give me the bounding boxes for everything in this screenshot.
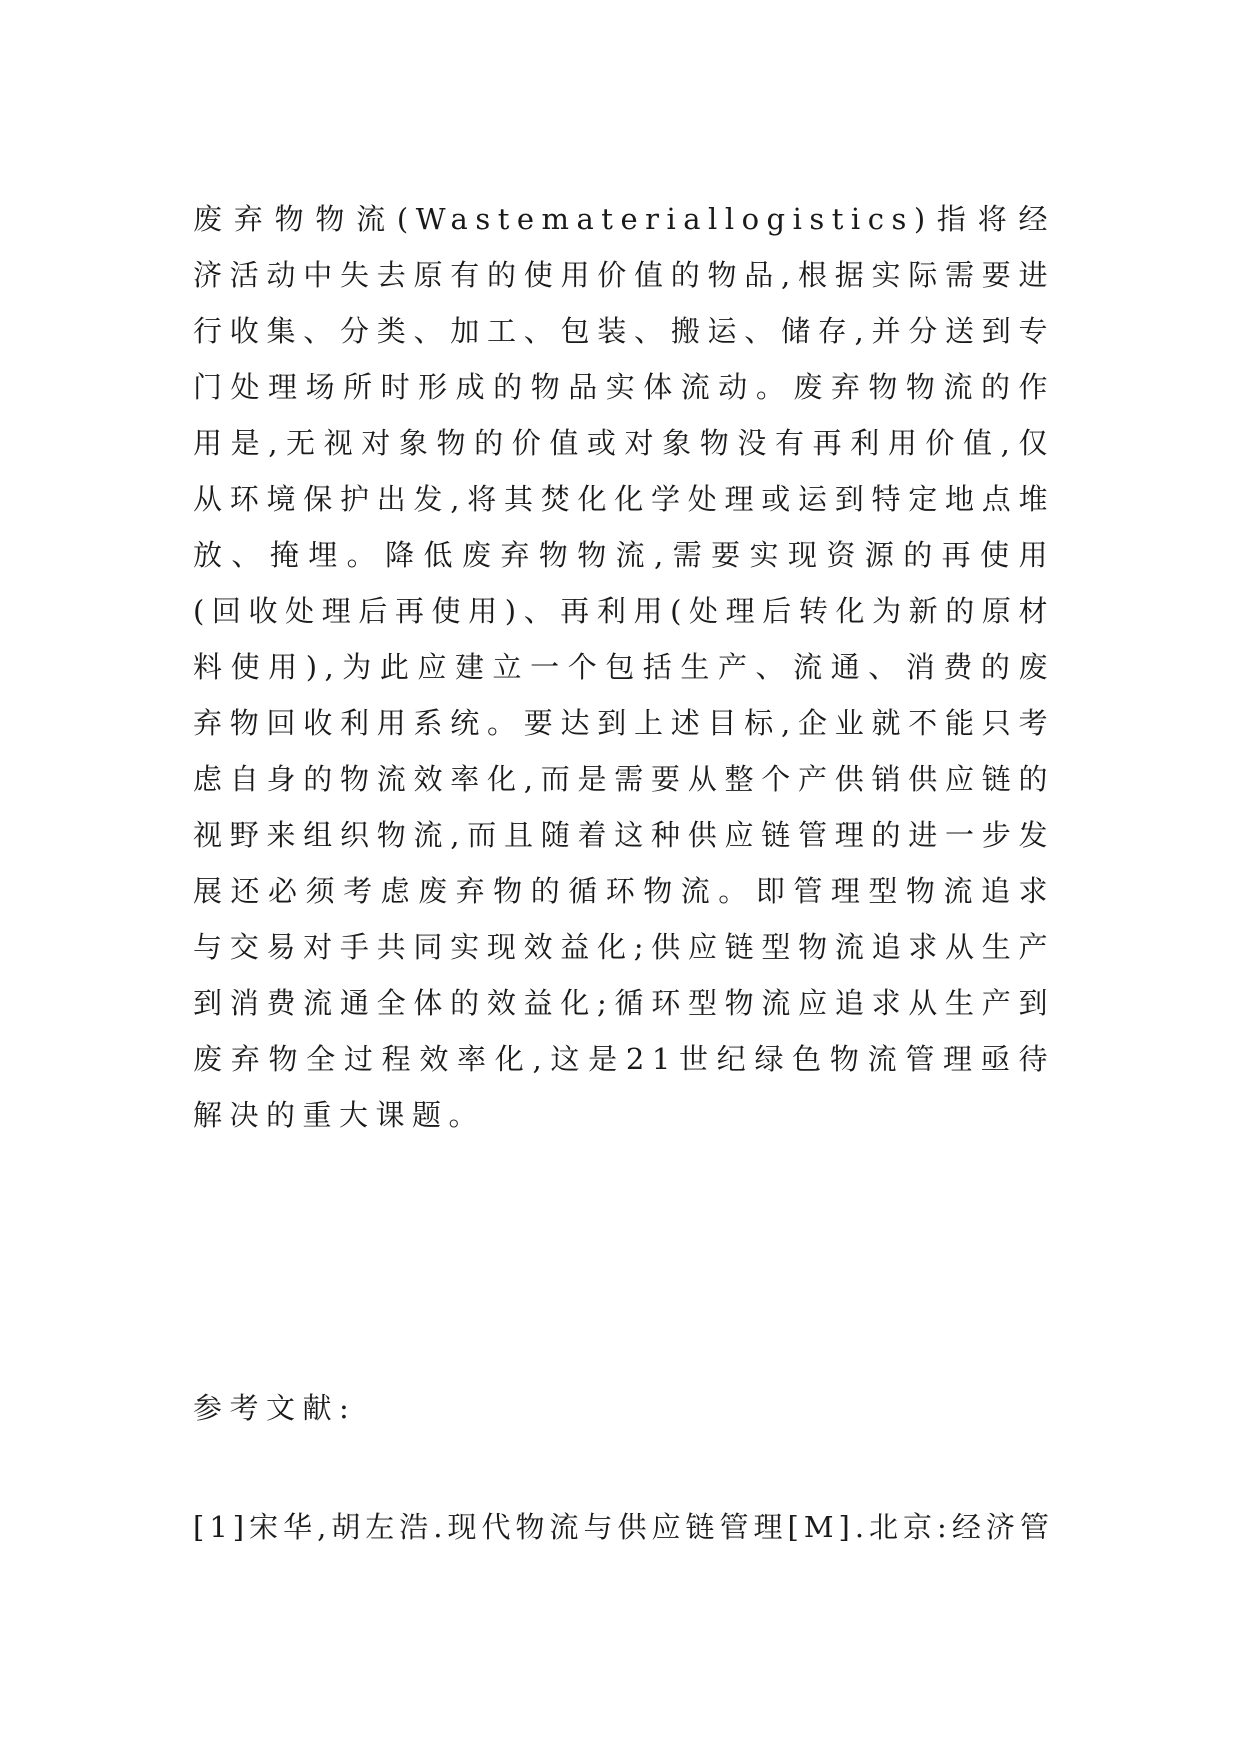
references-heading: 参考文献: xyxy=(193,1391,357,1425)
body-paragraph: 废弃物物流(Wastemateriallogistics)指将经济活动中失去原有的使用价值的物品,根据实际需要进行收集、分类、加工、包装、搬运、储存,并分送到专门处理场所时形成的物品实体流动。废弃物物流的作用是,无视对象物的价值或对象物没有再利用价值,仅从环境保护出发,将其焚化化学处理或运到特定地点堆放、掩埋。降低废弃物物流,需要实现资源的再使用(回收处理后再使用)、再利用(处理后转化为新的原材料使用),为此应建立一个包括生产、流通、消费的废弃物回收利用系统。要达到上述目标,企业就不能只考虑自身的物流效率化,而是需要从整个产供销供应链的视野来组织物流,而且随着这种供应链管理的进一步发展还必须考虑废弃物的循环物流。即管理型物流追求与交易对手共同实现效益化;供应链型物流追求从生产到消费流通全体的效益化;循环型物流应追求从生产到废弃物全过程效率化,这是21世纪绿色物流管理亟待解决的重大课题。 xyxy=(193,202,1055,1132)
reference-item: [1]宋华,胡左浩.现代物流与供应链管理[M].北京:经济管 xyxy=(193,1510,1054,1544)
